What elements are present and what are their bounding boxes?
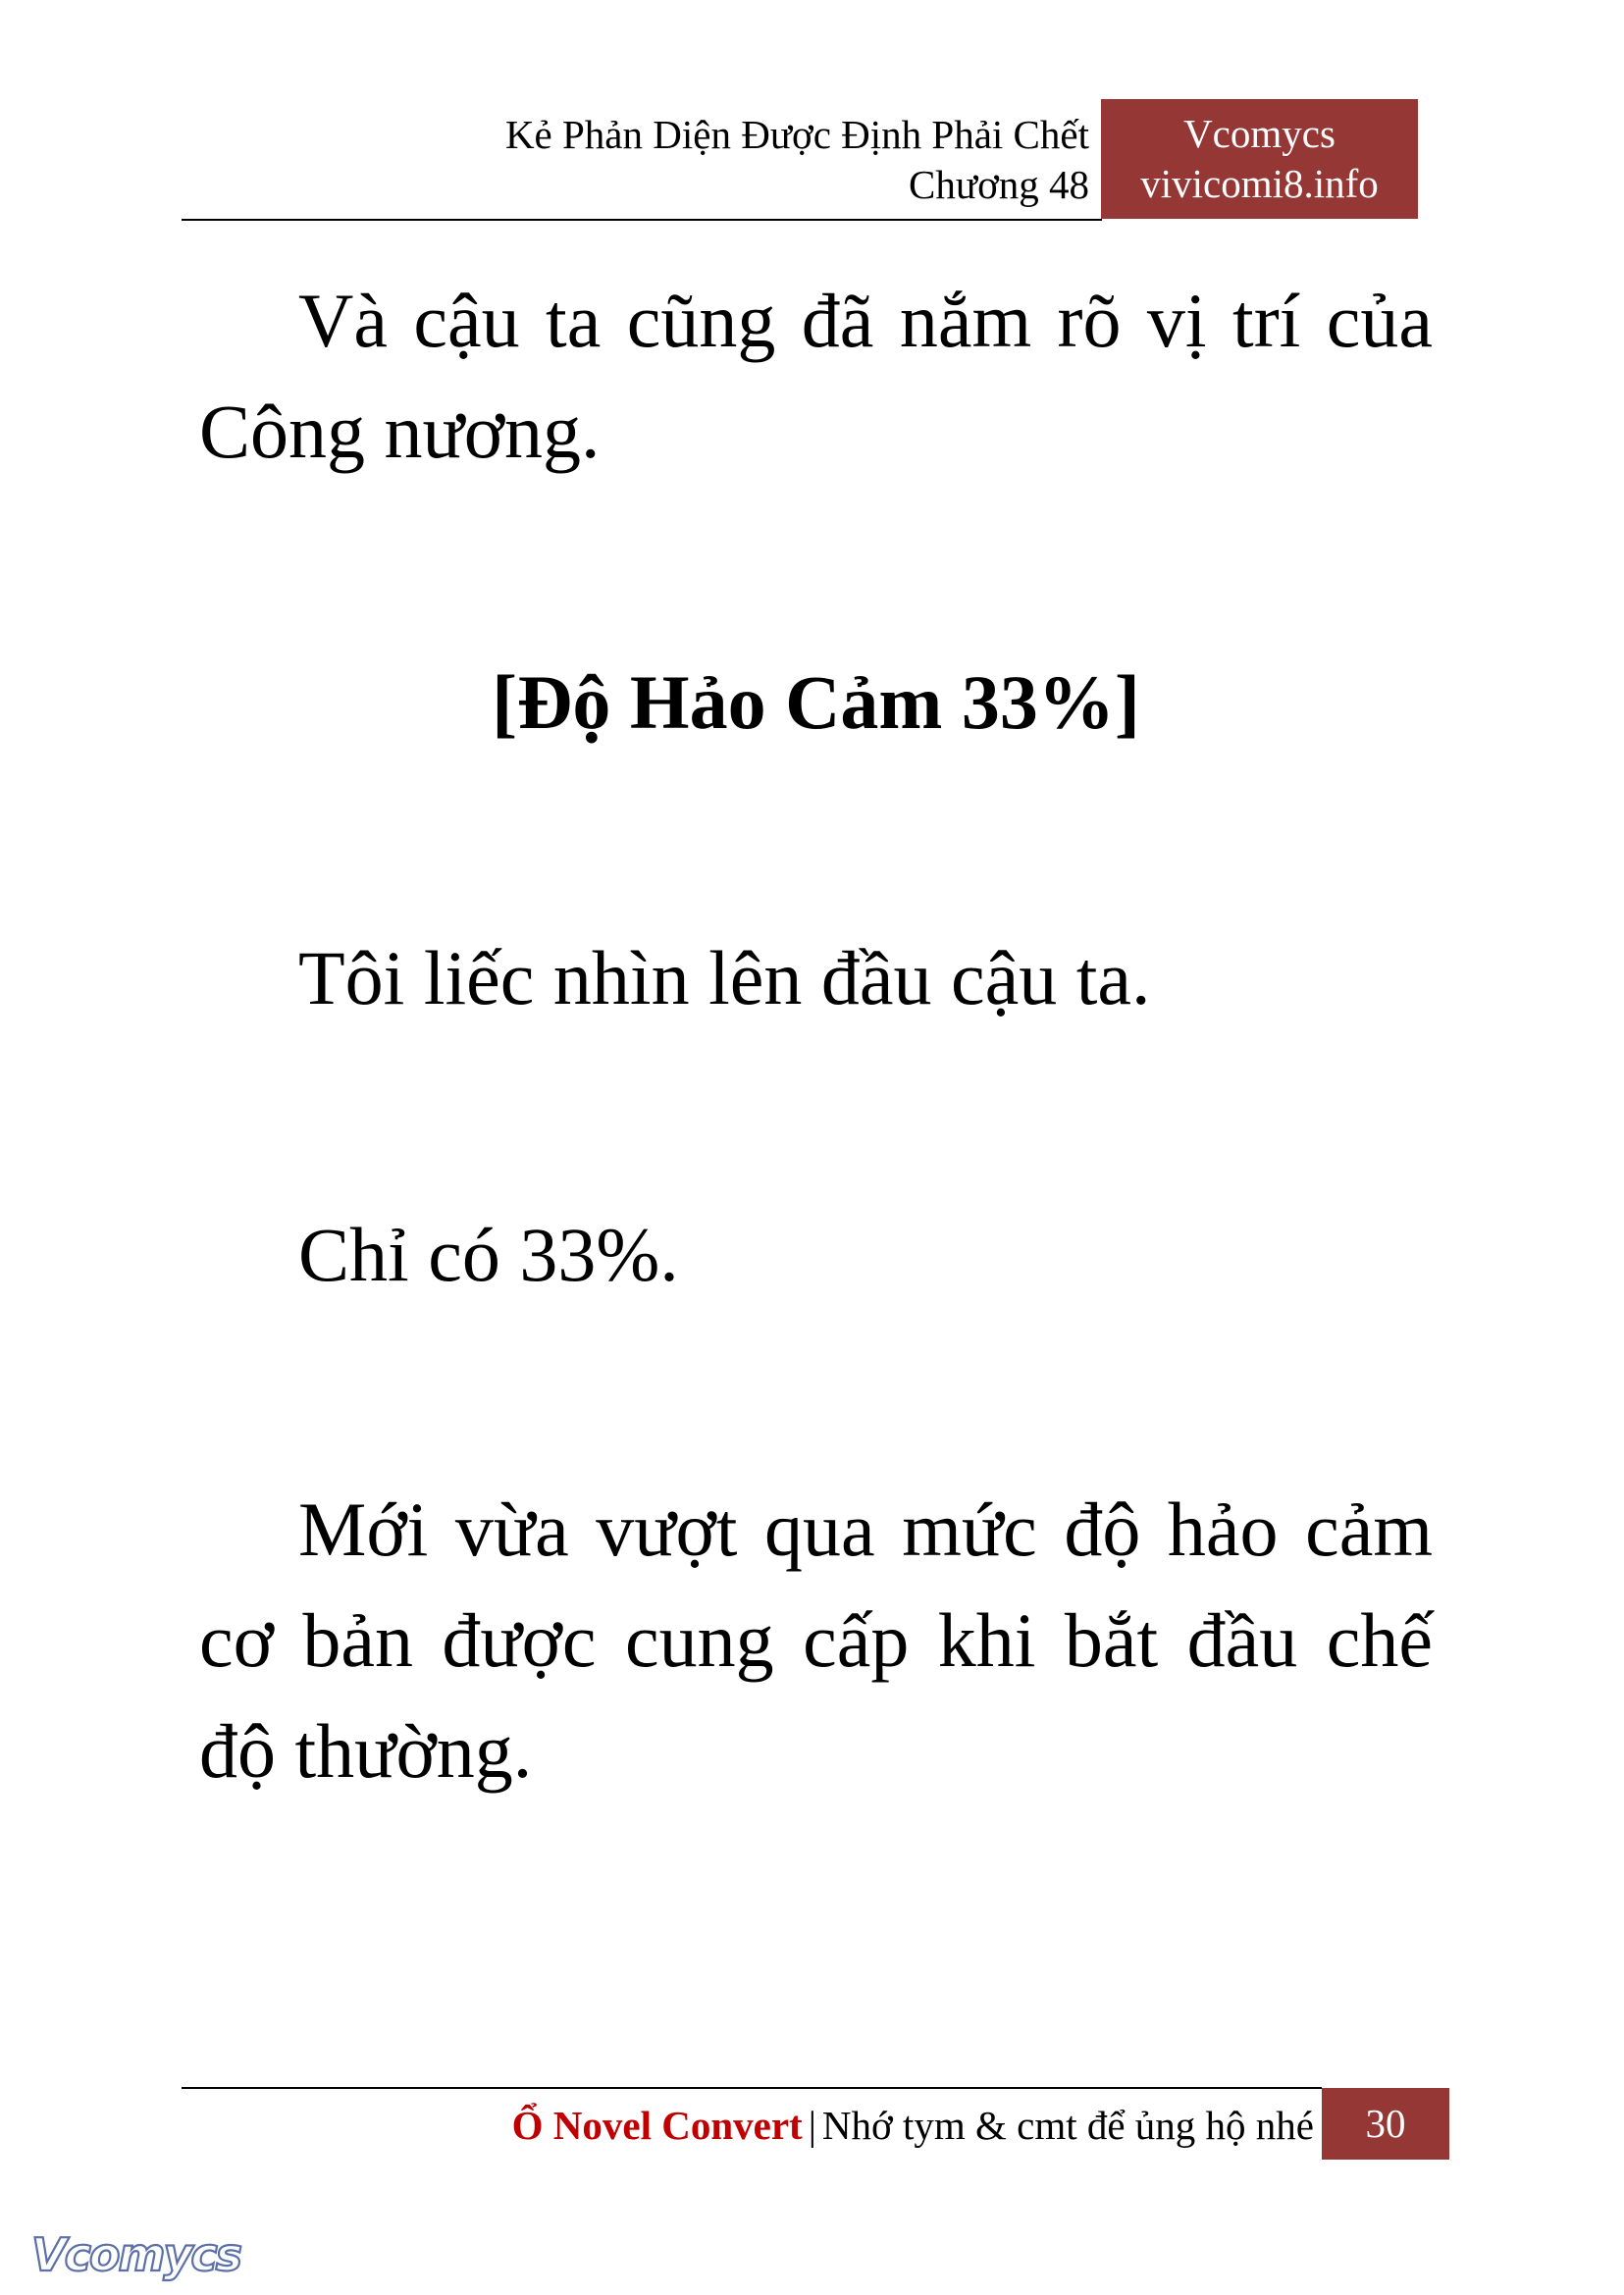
chapter-label: Chương 48 bbox=[909, 162, 1089, 207]
footer-divider bbox=[182, 2087, 1322, 2089]
footer-brand: Ổ Novel Convert bbox=[511, 2103, 803, 2148]
footer-line bbox=[512, 2100, 1314, 2151]
site-name: Vcomycs bbox=[1183, 111, 1336, 156]
page-header-info bbox=[505, 110, 1089, 210]
paragraph-2: Tôi liếc nhìn lên đầu cậu ta. bbox=[298, 935, 1151, 1020]
paragraph-4: Mới vừa vượt qua mức độ hảo cảm cơ bản được cung cấp khi bắt đầu chế độ thường. bbox=[199, 1487, 1433, 1794]
site-url: vivicomi8.info bbox=[1140, 161, 1379, 206]
vcomycs-logo bbox=[29, 2227, 255, 2286]
paragraph-3: Chỉ có 33%. bbox=[298, 1212, 679, 1297]
page-number: 30 bbox=[1322, 2088, 1449, 2160]
site-badge bbox=[1101, 99, 1418, 219]
footer-separator: | bbox=[808, 2103, 816, 2148]
svg-text:Vcomycs: Vcomycs bbox=[31, 2228, 241, 2281]
paragraph-1: Và cậu ta cũng đã nắm rõ vị trí của Công nương. bbox=[199, 278, 1433, 474]
book-title: Kẻ Phản Diện Được Định Phải Chết bbox=[504, 112, 1089, 157]
header-divider bbox=[182, 219, 1102, 221]
footer-note: Nhớ tym & cmt để ủng hộ nhé bbox=[821, 2103, 1314, 2148]
status-line: [Độ Hảo Cảm 33%] bbox=[492, 659, 1140, 745]
